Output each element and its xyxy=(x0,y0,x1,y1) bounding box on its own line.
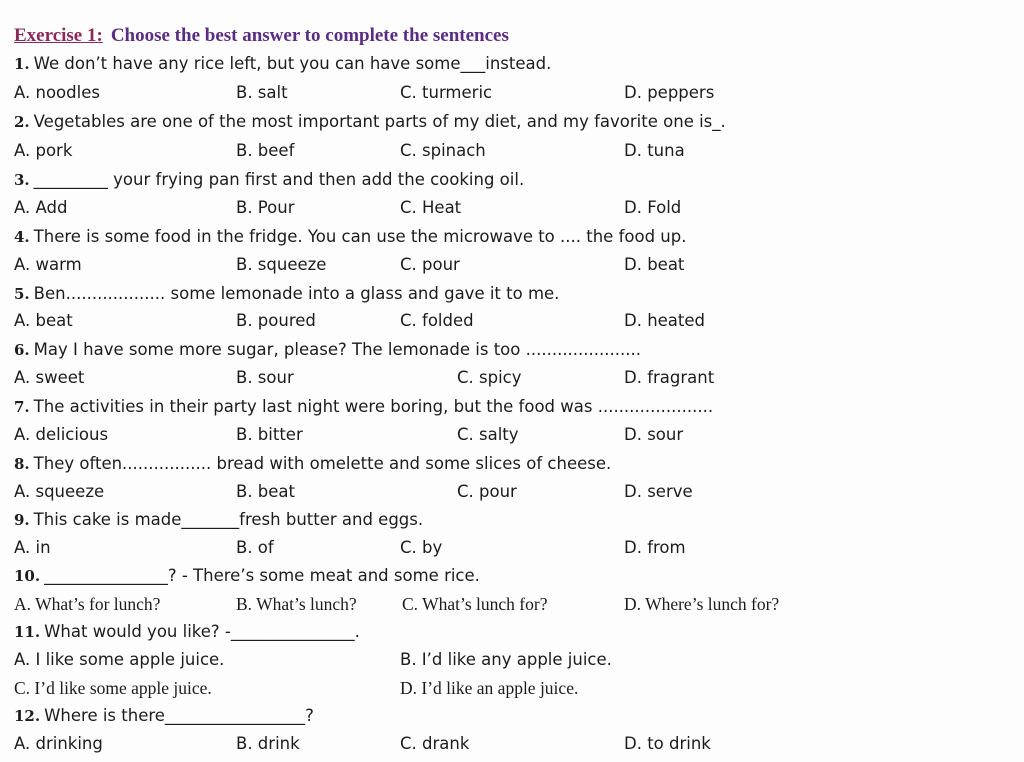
question-5 xyxy=(0,282,1024,308)
options-2 xyxy=(0,139,1024,165)
option-d[interactable]: D. peppers xyxy=(624,83,715,102)
option-c[interactable]: C. salty xyxy=(457,425,519,444)
option-b[interactable]: B. bitter xyxy=(236,425,303,444)
option-c[interactable]: C. pour xyxy=(400,255,460,274)
question-number: 2. xyxy=(14,113,30,131)
options-3 xyxy=(0,196,1024,222)
exercise-instruction: Choose the best answer to complete the sentences xyxy=(110,25,509,46)
question-11 xyxy=(0,620,1024,646)
option-b[interactable]: B. poured xyxy=(236,311,316,330)
option-d[interactable]: D. I’d like an apple juice. xyxy=(400,678,579,698)
option-c[interactable]: C. folded xyxy=(400,311,474,330)
question-8 xyxy=(0,452,1024,478)
option-b[interactable]: B. I’d like any apple juice. xyxy=(400,650,612,669)
question-9 xyxy=(0,508,1024,534)
option-d[interactable]: D. serve xyxy=(624,482,693,501)
option-c[interactable]: C. drank xyxy=(400,734,470,753)
option-c[interactable]: C. spicy xyxy=(457,368,522,387)
options-12 xyxy=(0,732,1024,758)
option-d[interactable]: D. to drink xyxy=(624,734,711,753)
option-b[interactable]: B. beef xyxy=(236,141,295,160)
option-b[interactable]: B. of xyxy=(236,538,274,557)
options-9 xyxy=(0,536,1024,562)
question-number: 7. xyxy=(14,398,30,416)
question-7 xyxy=(0,395,1024,421)
question-text: What would you like? -_______________. xyxy=(44,622,360,641)
options-5 xyxy=(0,309,1024,335)
option-a[interactable]: A. squeeze xyxy=(14,482,105,501)
options-1 xyxy=(0,81,1024,107)
option-b[interactable]: B. sour xyxy=(236,368,294,387)
question-text: They often................. bread with omelette and some slices of cheese. xyxy=(33,454,612,473)
option-d[interactable]: D. sour xyxy=(624,425,684,444)
options-8 xyxy=(0,480,1024,506)
options-11a xyxy=(0,648,1024,674)
option-c[interactable]: C. pour xyxy=(457,482,517,501)
question-text: This cake is made_______fresh butter and eggs. xyxy=(33,510,424,529)
exercise-title xyxy=(14,25,509,47)
question-1 xyxy=(0,52,1024,78)
question-12 xyxy=(0,704,1024,730)
question-6 xyxy=(0,338,1024,364)
option-c[interactable]: C. I’d like some apple juice. xyxy=(14,678,212,698)
question-3 xyxy=(0,168,1024,194)
question-text: Vegetables are one of the most important parts of my diet, and my favorite one is_. xyxy=(33,112,726,131)
options-11b xyxy=(0,676,1024,702)
option-a[interactable]: A. Add xyxy=(14,198,68,217)
question-number: 9. xyxy=(14,511,30,529)
question-2 xyxy=(0,110,1024,136)
question-text: The activities in their party last night were boring, but the food was ...................... xyxy=(33,397,714,416)
option-b[interactable]: B. salt xyxy=(236,83,288,102)
options-6 xyxy=(0,366,1024,392)
question-text: There is some food in the fridge. You can use the microwave to .... the food up. xyxy=(33,227,687,246)
option-d[interactable]: D. from xyxy=(624,538,686,557)
option-a[interactable]: A. warm xyxy=(14,255,82,274)
option-a[interactable]: A. beat xyxy=(14,311,73,330)
option-b[interactable]: B. Pour xyxy=(236,198,295,217)
option-c[interactable]: C. Heat xyxy=(400,198,462,217)
question-number: 3. xyxy=(14,171,30,189)
option-a[interactable]: A. I like some apple juice. xyxy=(14,650,225,669)
question-text: May I have some more sugar, please? The lemonade is too ...................... xyxy=(33,340,641,359)
option-a[interactable]: A. pork xyxy=(14,141,73,160)
question-number: 8. xyxy=(14,455,30,473)
option-c[interactable]: C. by xyxy=(400,538,443,557)
question-text: Ben................... some lemonade into a glass and gave it to me. xyxy=(33,284,560,303)
option-b[interactable]: B. What’s lunch? xyxy=(236,594,357,614)
option-c[interactable]: C. What’s lunch for? xyxy=(402,594,548,614)
option-a[interactable]: A. in xyxy=(14,538,51,557)
exercise-label: Exercise 1: xyxy=(14,25,103,46)
option-a[interactable]: A. sweet xyxy=(14,368,85,387)
options-10 xyxy=(0,592,1024,618)
option-d[interactable]: D. beat xyxy=(624,255,685,274)
question-number: 4. xyxy=(14,228,30,246)
option-a[interactable]: A. noodles xyxy=(14,83,100,102)
question-number: 1. xyxy=(14,55,30,73)
option-c[interactable]: C. spinach xyxy=(400,141,486,160)
option-b[interactable]: B. beat xyxy=(236,482,296,501)
option-a[interactable]: A. What’s for lunch? xyxy=(14,594,161,614)
options-4 xyxy=(0,253,1024,279)
option-a[interactable]: A. drinking xyxy=(14,734,103,753)
option-b[interactable]: B. drink xyxy=(236,734,300,753)
option-d[interactable]: D. Fold xyxy=(624,198,682,217)
question-number: 12. xyxy=(14,707,41,725)
option-d[interactable]: D. tuna xyxy=(624,141,685,160)
question-number: 6. xyxy=(14,341,30,359)
question-10 xyxy=(0,564,1024,590)
question-text: _________ your frying pan first and then add the cooking oil. xyxy=(33,170,525,189)
option-b[interactable]: B. squeeze xyxy=(236,255,327,274)
option-c[interactable]: C. turmeric xyxy=(400,83,493,102)
question-text: _______________? - There’s some meat and some rice. xyxy=(44,566,480,585)
question-4 xyxy=(0,225,1024,251)
option-a[interactable]: A. delicious xyxy=(14,425,109,444)
question-number: 10. xyxy=(14,567,41,585)
question-text: We don’t have any rice left, but you can have some___instead. xyxy=(33,54,552,73)
option-d[interactable]: D. heated xyxy=(624,311,706,330)
question-number: 11. xyxy=(14,623,41,641)
option-d[interactable]: D. fragrant xyxy=(624,368,715,387)
option-d[interactable]: D. Where’s lunch for? xyxy=(624,594,780,614)
question-text: Where is there_________________? xyxy=(44,706,314,725)
options-7 xyxy=(0,423,1024,449)
question-number: 5. xyxy=(14,285,30,303)
